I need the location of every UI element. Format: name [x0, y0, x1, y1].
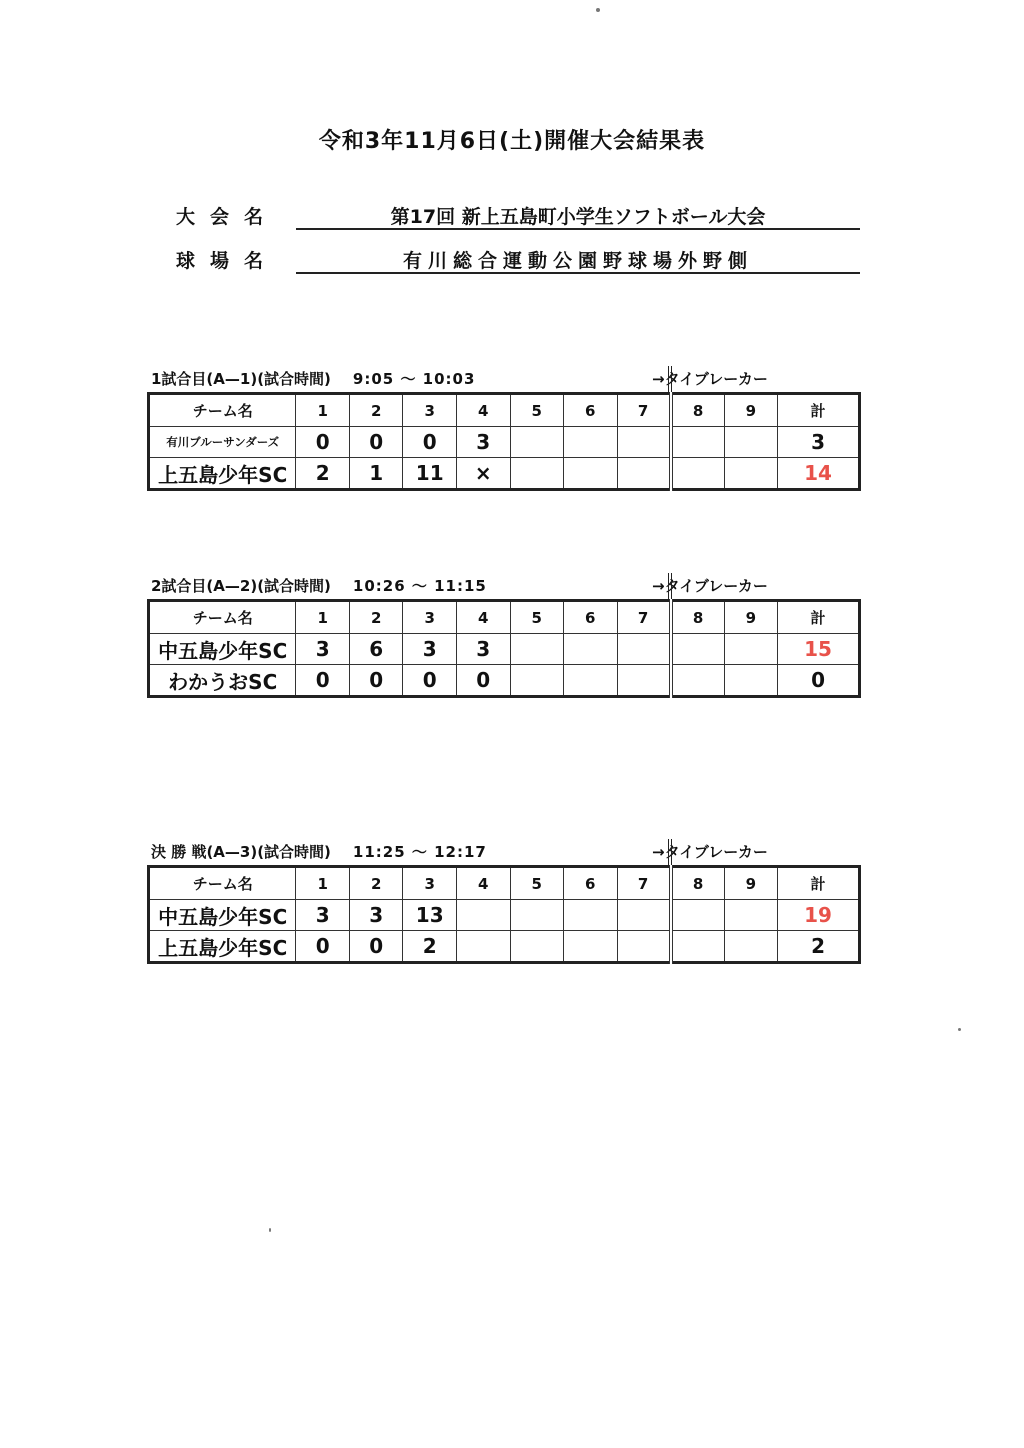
scan-speck: [269, 1228, 271, 1232]
inning-score: [617, 458, 671, 490]
game-label: 決 勝 戦(A—3): [151, 843, 258, 861]
team-header: チーム名: [149, 867, 296, 900]
venue-row: [176, 246, 860, 276]
tournament-underline: [296, 228, 860, 230]
inning-header: 1: [296, 601, 350, 634]
score-table: [147, 599, 861, 698]
inning-header: 8: [671, 867, 725, 900]
inning-header: 7: [617, 867, 671, 900]
total-score: 14: [778, 458, 860, 490]
inning-header: 9: [724, 867, 778, 900]
inning-score: [510, 458, 564, 490]
inning-score: [510, 931, 564, 963]
tournament-label: 大会名: [176, 206, 279, 228]
team-name: 中五島少年SC: [149, 900, 296, 931]
inning-score: [617, 931, 671, 963]
inning-score: [671, 427, 725, 458]
inning-header: 8: [671, 601, 725, 634]
inning-header: 6: [564, 394, 618, 427]
table-header-row: [149, 867, 860, 900]
inning-score: [564, 634, 618, 665]
total-score: 19: [778, 900, 860, 931]
time-label: (試合時間): [257, 370, 331, 388]
inning-score: [617, 665, 671, 697]
tiebreaker-label: →タイブレーカー: [652, 370, 768, 388]
inning-score: [724, 900, 778, 931]
tiebreaker-divider: [668, 573, 672, 599]
total-header: 計: [778, 394, 860, 427]
inning-score: 3: [403, 634, 457, 665]
venue-label: 球場名: [176, 250, 279, 272]
inning-header: 3: [403, 601, 457, 634]
game-time: 10:26 ～ 11:15: [352, 577, 487, 595]
inning-score: 6: [349, 634, 403, 665]
inning-score: 0: [349, 427, 403, 458]
inning-score: 3: [296, 634, 350, 665]
inning-score: 0: [296, 931, 350, 963]
tiebreaker-divider: [668, 366, 672, 392]
venue-name: 有川総合運動公園野球場外野側: [402, 250, 753, 272]
game-label: 1試合目(A—1): [151, 370, 258, 388]
inning-header: 8: [671, 394, 725, 427]
game-time: 9:05 ～ 10:03: [352, 370, 476, 388]
scan-speck: [958, 1028, 961, 1031]
inning-score: 0: [403, 427, 457, 458]
table-header-row: [149, 394, 860, 427]
inning-score: [564, 427, 618, 458]
time-label: (試合時間): [257, 843, 331, 861]
inning-score: 0: [349, 665, 403, 697]
inning-score: [510, 634, 564, 665]
inning-score: 2: [403, 931, 457, 963]
inning-score: [617, 900, 671, 931]
score-table: [147, 865, 861, 964]
inning-header: 1: [296, 867, 350, 900]
inning-score: ×: [456, 458, 510, 490]
inning-score: [564, 900, 618, 931]
inning-score: [724, 634, 778, 665]
inning-score: [564, 458, 618, 490]
table-row: [149, 931, 860, 963]
inning-header: 4: [456, 601, 510, 634]
inning-score: [671, 900, 725, 931]
scan-speck: [596, 8, 600, 12]
inning-header: 1: [296, 394, 350, 427]
tournament-row: [176, 202, 860, 232]
page-title: 令和3年11月6日(土)開催大会結果表: [318, 129, 706, 154]
inning-header: 7: [617, 394, 671, 427]
inning-header: 5: [510, 394, 564, 427]
inning-score: [724, 931, 778, 963]
inning-header: 9: [724, 601, 778, 634]
inning-score: 1: [349, 458, 403, 490]
tiebreaker-label: →タイブレーカー: [652, 843, 768, 861]
tiebreaker-label: →タイブレーカー: [652, 577, 768, 595]
inning-score: 2: [296, 458, 350, 490]
inning-header: 6: [564, 867, 618, 900]
total-header: 計: [778, 601, 860, 634]
score-table: [147, 392, 861, 491]
inning-score: 0: [296, 427, 350, 458]
total-score: 2: [778, 931, 860, 963]
inning-score: 11: [403, 458, 457, 490]
inning-header: 3: [403, 867, 457, 900]
total-score: 3: [778, 427, 860, 458]
inning-header: 4: [456, 867, 510, 900]
inning-score: [510, 900, 564, 931]
table-row: [149, 458, 860, 490]
team-header: チーム名: [149, 601, 296, 634]
game-label: 2試合目(A—2): [151, 577, 258, 595]
inning-score: [671, 931, 725, 963]
inning-score: 3: [456, 427, 510, 458]
table-row: [149, 900, 860, 931]
inning-score: [671, 458, 725, 490]
team-name: わかうおSC: [149, 665, 296, 697]
game-header: [147, 366, 861, 392]
inning-score: 0: [403, 665, 457, 697]
inning-score: [510, 665, 564, 697]
inning-score: 3: [456, 634, 510, 665]
table-row: [149, 634, 860, 665]
inning-header: 5: [510, 601, 564, 634]
inning-score: 3: [296, 900, 350, 931]
game-header: [147, 573, 861, 599]
team-name: 中五島少年SC: [149, 634, 296, 665]
game-2: [147, 573, 861, 698]
inning-header: 6: [564, 601, 618, 634]
team-name: 上五島少年SC: [149, 458, 296, 490]
inning-score: [617, 634, 671, 665]
tournament-name: 第17回 新上五島町小学生ソフトボール大会: [390, 206, 766, 228]
inning-score: 0: [296, 665, 350, 697]
inning-header: 4: [456, 394, 510, 427]
inning-header: 9: [724, 394, 778, 427]
inning-score: [724, 665, 778, 697]
inning-score: [564, 931, 618, 963]
game-time: 11:25 ～ 12:17: [352, 843, 487, 861]
inning-score: 0: [349, 931, 403, 963]
inning-score: [510, 427, 564, 458]
game-1: [147, 366, 861, 491]
inning-score: [564, 665, 618, 697]
total-header: 計: [778, 867, 860, 900]
team-name: 上五島少年SC: [149, 931, 296, 963]
time-label: (試合時間): [257, 577, 331, 595]
inning-score: 0: [456, 665, 510, 697]
inning-score: [617, 427, 671, 458]
inning-header: 2: [349, 867, 403, 900]
team-header: チーム名: [149, 394, 296, 427]
total-score: 0: [778, 665, 860, 697]
table-row: [149, 665, 860, 697]
venue-underline: [296, 272, 860, 274]
inning-score: [724, 427, 778, 458]
inning-score: [671, 665, 725, 697]
game-final: [147, 839, 861, 964]
team-name: 有川ブルーサンダーズ: [149, 427, 296, 458]
inning-header: 2: [349, 394, 403, 427]
game-header: [147, 839, 861, 865]
inning-score: 13: [403, 900, 457, 931]
table-row: [149, 427, 860, 458]
inning-header: 7: [617, 601, 671, 634]
inning-score: [671, 634, 725, 665]
inning-score: [456, 931, 510, 963]
inning-header: 5: [510, 867, 564, 900]
table-header-row: [149, 601, 860, 634]
total-score: 15: [778, 634, 860, 665]
inning-score: [724, 458, 778, 490]
inning-header: 2: [349, 601, 403, 634]
inning-header: 3: [403, 394, 457, 427]
inning-score: 3: [349, 900, 403, 931]
inning-score: [456, 900, 510, 931]
tiebreaker-divider: [668, 839, 672, 865]
